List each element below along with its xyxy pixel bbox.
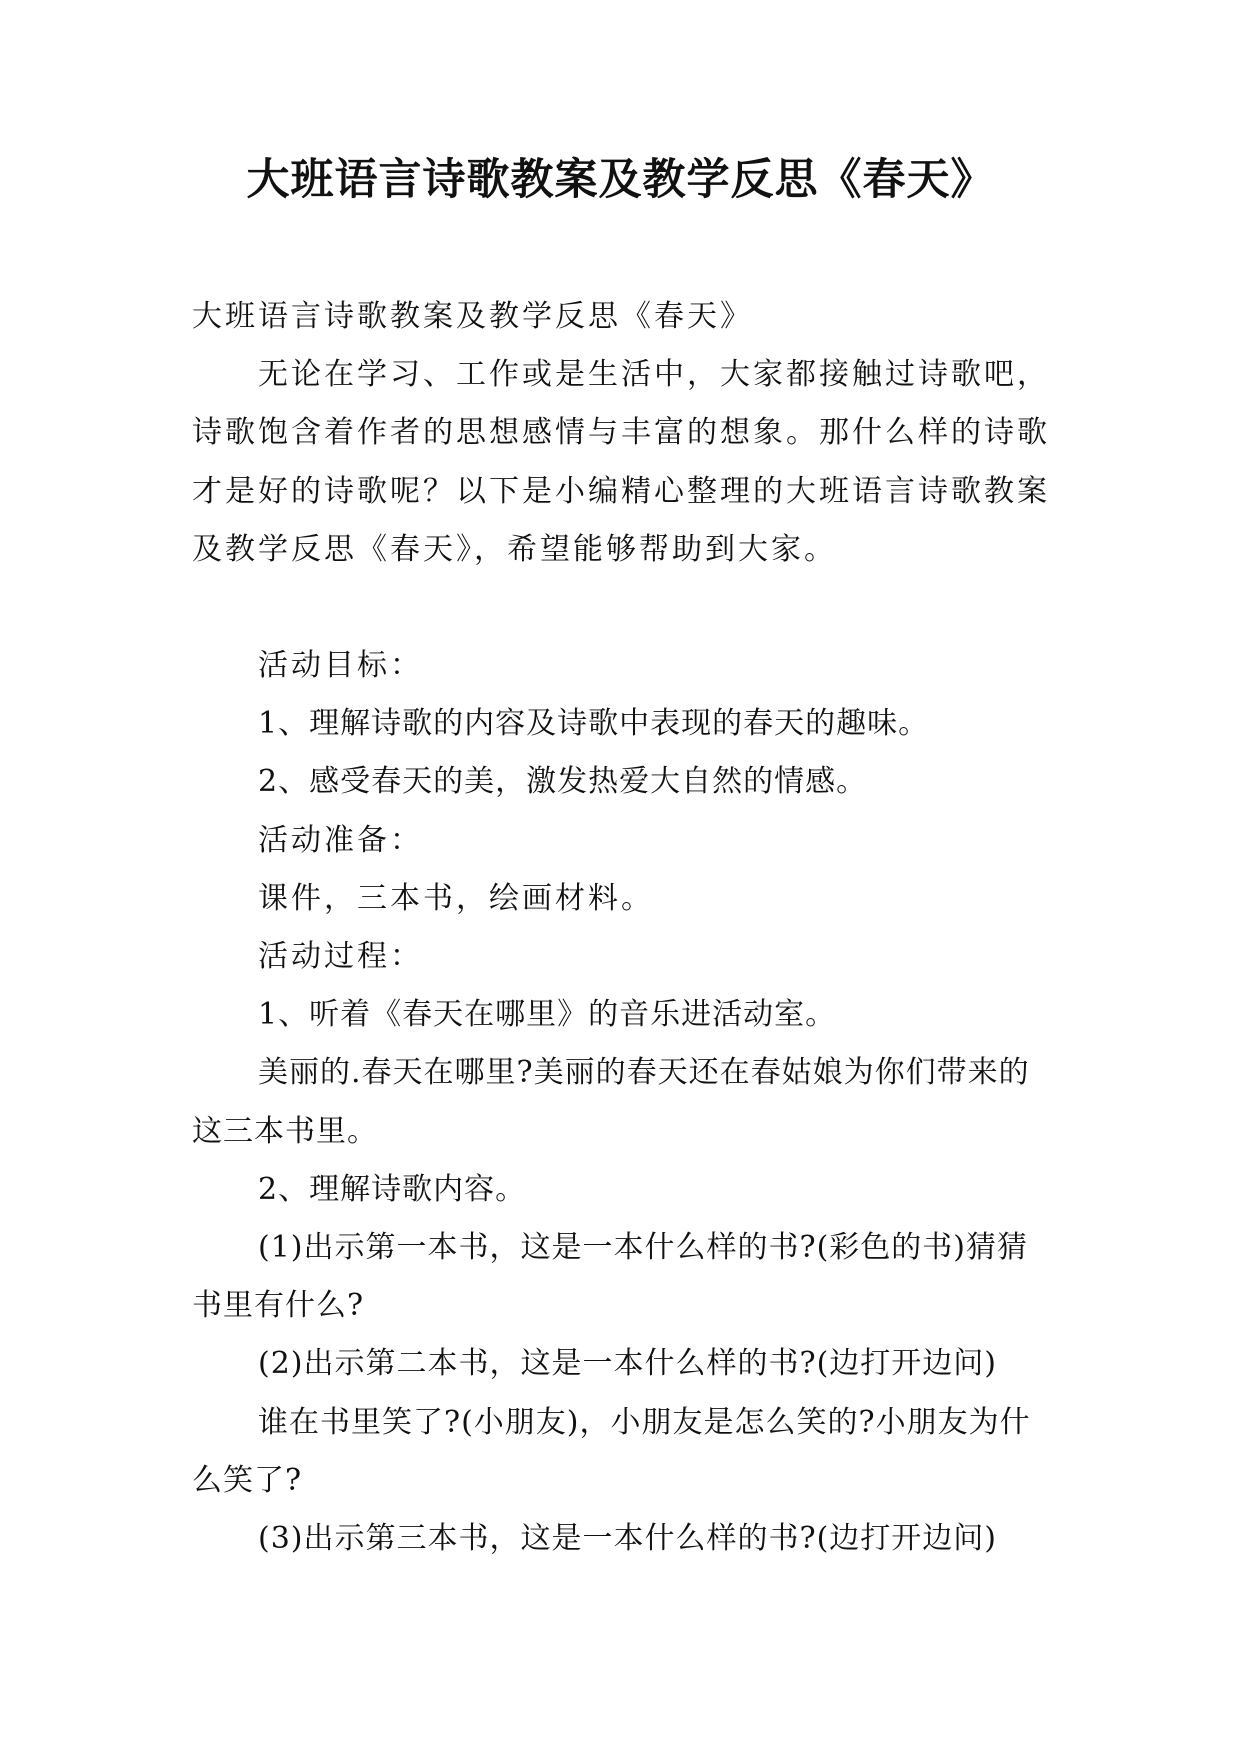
intro-paragraph: 无论在学习、工作或是生活中，大家都接触过诗歌吧，诗歌饱含着作者的思想感情与丰富的想象。那什么样的诗歌才是好的诗歌呢？以下是小编精心整理的大班语言诗歌教案及教学反思《春天》，希望能够帮助到大家。 <box>192 357 1050 567</box>
step-2-a: (1)出示第一本书，这是一本什么样的书?(彩色的书)猜猜书里有什么? <box>192 1230 1028 1324</box>
step-1-detail: 美丽的.春天在哪里?美丽的春天还在春姑娘为你们带来的这三本书里。 <box>192 1055 1030 1149</box>
goal-item-1: 1、理解诗歌的内容及诗歌中表现的春天的趣味。 <box>258 706 930 742</box>
step-2: 2、理解诗歌内容。 <box>258 1171 527 1207</box>
step-2-c: (3)出示第三本书，这是一本什么样的书?(边打开边问) <box>258 1521 997 1557</box>
step-1: 1、听着《春天在哪里》的音乐进活动室。 <box>258 997 837 1033</box>
prep-items: 课件，三本书，绘画材料。 <box>258 880 654 916</box>
document-subtitle: 大班语言诗歌教案及教学反思《春天》 <box>192 299 753 334</box>
goals-heading: 活动目标： <box>258 648 423 684</box>
step-2-b-detail: 谁在书里笑了?(小朋友)，小朋友是怎么笑的?小朋友为什么笑了? <box>192 1404 1031 1498</box>
document-title: 大班语言诗歌教案及教学反思《春天》 <box>246 155 995 205</box>
goal-item-2: 2、感受春天的美，激发热爱大自然的情感。 <box>258 764 868 800</box>
process-heading: 活动过程： <box>258 939 423 975</box>
document-body <box>192 288 1058 1568</box>
paragraph-spacer <box>192 579 1058 637</box>
step-2-b: (2)出示第二本书，这是一本什么样的书?(边打开边问) <box>258 1346 997 1382</box>
prep-heading: 活动准备： <box>258 822 423 858</box>
